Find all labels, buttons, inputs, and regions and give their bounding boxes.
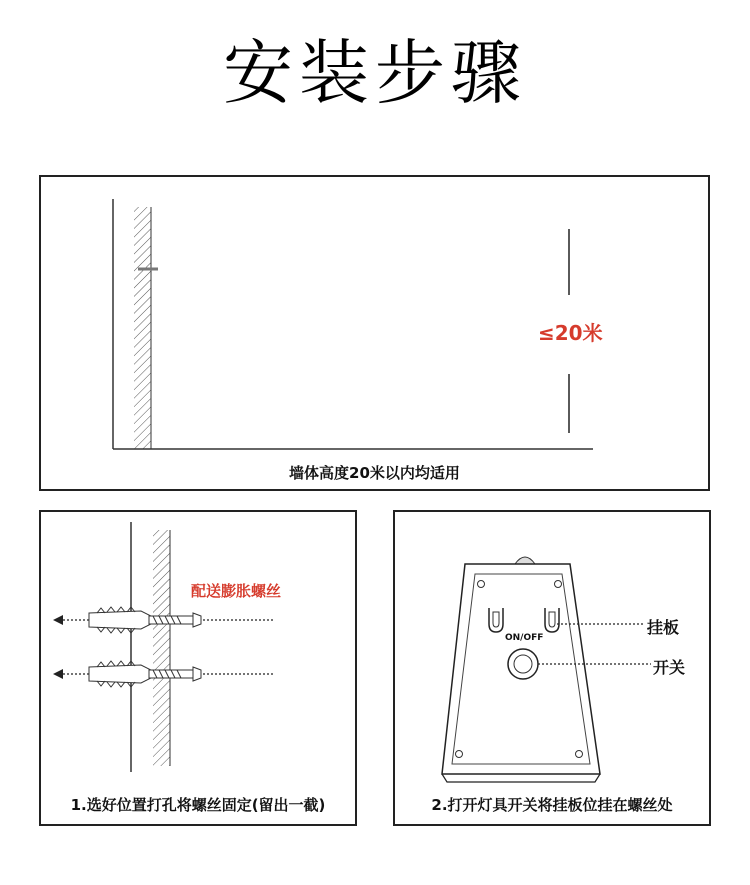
step2-panel	[393, 510, 711, 826]
hanging-plate-label: 挂板	[647, 618, 680, 637]
step1-wall-hatch	[153, 530, 170, 766]
wall-height-diagram	[41, 177, 712, 493]
switch-inner	[514, 655, 532, 673]
lamp-top-cap	[515, 557, 535, 564]
switch-onoff-text: ON/OFF	[505, 633, 544, 643]
step1-diagram	[41, 512, 359, 828]
expansion-screw-label: 配送膨胀螺丝	[191, 582, 282, 600]
step1-panel	[39, 510, 357, 826]
step2-caption: 2.打开灯具开关将挂板位挂在螺丝处	[431, 796, 673, 814]
wall-height-caption: 墙体高度20米以内均适用	[289, 464, 460, 482]
height-limit-label: ≤20米	[538, 321, 603, 345]
page-title: 安装步骤	[223, 32, 527, 114]
wall-height-panel	[39, 175, 710, 491]
step1-caption: 1.选好位置打孔将螺丝固定(留出一截)	[70, 796, 326, 814]
wall-hatch	[134, 207, 151, 449]
switch-label: 开关	[653, 658, 686, 677]
